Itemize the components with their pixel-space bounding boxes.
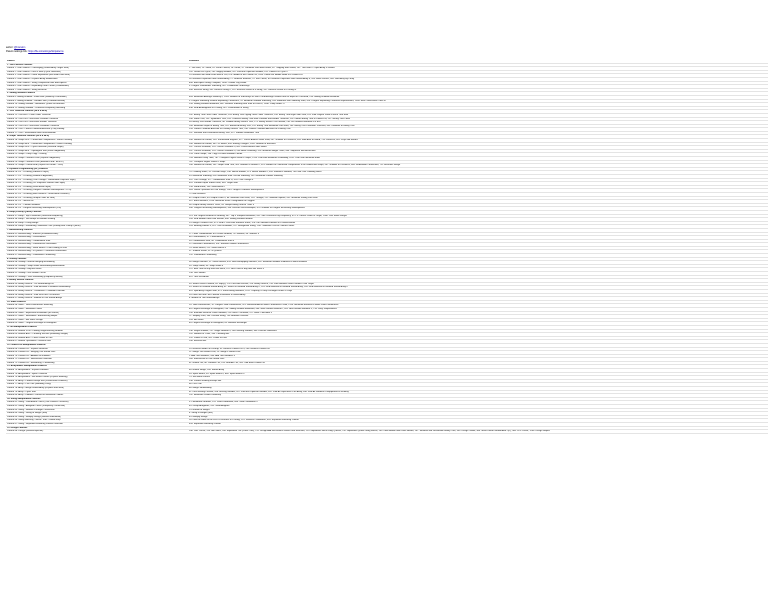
problems-cell: 79. Word Search, 212. Word Search II xyxy=(188,246,768,250)
problems-cell: 787. Cheapest Flights Within K Stops xyxy=(188,160,768,164)
pattern-cell: Pattern 82: String - Anagram Check (Frequency Count/Sort) xyxy=(6,405,188,409)
problems-cell: 438. Find All Anagrams in a String, 567. Permutation in String xyxy=(188,106,768,110)
pattern-cell: Pattern 24: Graph - Shortest Path (Bellman-Ford / BFS+K) xyxy=(6,160,188,164)
problems-cell: 207. Course Schedule, 210. Course Schedule II, 802. Find Eventual Safe States xyxy=(188,146,768,150)
problems-cell: 160. Intersection of Two Linked Lists xyxy=(188,358,768,362)
pattern-cell: Pattern 16: Tree - Lowest Common Ancestor (LCA) Finding xyxy=(6,128,188,132)
problems-cell: 56. Merge Intervals, 57. Insert Interval, 435. Non-overlapping Intervals, 452. Minimum Number of Arrows to Burst Balloons xyxy=(188,261,768,265)
problems-cell: 28. Find the Index of the First Occurrence in a String, 214. Shortest Palindrome, 459. Repeated Substring Pattern xyxy=(188,419,768,423)
pattern-cell: Pattern 76: Array - Product Except Self (Prefix/Suffix Products) xyxy=(6,379,188,383)
author-link[interactable]: @brandon xyxy=(14,46,26,49)
problems-cell: 49. Group Anagrams, 242. Valid Anagram xyxy=(188,405,768,409)
section-title: 15. Design Patterns xyxy=(6,426,188,430)
pattern-cell: Pattern 70: Linked List - Addition of Numbers xyxy=(6,354,188,358)
pattern-cell: Pattern 33: DP - 2D Array (Unique Paths on Grid) xyxy=(6,196,188,200)
pattern-cell: Pattern 39: Heap - K-way Merge xyxy=(6,221,188,225)
pattern-cell: Pattern 38: Heap - Two Heaps for Median Finding xyxy=(6,218,188,222)
problems-cell: 84. Largest Rectangle in Histogram, 239. Sliding Window Maximum, 496. Next Greater Element I, 503. Next Greater Element II, 739. Daily Temperatures xyxy=(188,307,768,311)
pattern-cell: Pattern 57: Binary Search - Median of Two Sorted Arrays xyxy=(6,297,188,301)
pattern-cell: Pattern 12: Tree BFS - Level Order Traversal xyxy=(6,113,188,117)
problems-cell: 104. Maximum Depth of Binary Tree, 110. Balanced Binary Tree, 124. Binary Tree Maximum Path Sum, 145. Binary Tree Postorder Traversal, 543. Diameter of Binary Tree xyxy=(188,124,768,128)
pattern-cell: Pattern 65: Bitwise AND - Counting Set Bits (Hamming Weight) xyxy=(6,333,188,337)
problems-cell: 416. Partition Equal Subset Sum, 494. Target Sum xyxy=(188,182,768,186)
problems-cell: 231. Power of Two, 342. Power of Four xyxy=(188,336,768,340)
problems-cell: 48. Rotate Image, 189. Rotate Array xyxy=(188,369,768,373)
pattern-cell: Pattern 83: String - Roman to Integer Conversion xyxy=(6,408,188,412)
problems-cell: 53. Maximum Subarray, 918. Maximum Sum Circular Subarray, 152. Maximum Product Subarray xyxy=(188,175,768,179)
problems-cell: 215. Kth Largest Element in an Array, 347. Top K Frequent Elements, 451. Sort Characters By Frequency, 973. K Closest Points to Origin, 1046. Last Stone Weight xyxy=(188,214,768,218)
pattern-cell: Pattern 19: Graph BFS - Connected Components / Island Counting xyxy=(6,142,188,146)
pattern-cell: Pattern 84: String - String to Integer (atoi) xyxy=(6,412,188,416)
rankings-link[interactable]: https://file.io/rankings/list/patterns xyxy=(28,49,64,53)
pattern-cell: Pattern 79: Array - Cyclic Sort xyxy=(6,390,188,394)
problems-cell: 2. Add Two Numbers, 445. Add Two Numbers II xyxy=(188,354,768,358)
pattern-cell: Pattern 32: DP - 2D Array (Edit Distance / Levenshtein Distance) xyxy=(6,192,188,196)
rankings-link-label: Patent rankings link: xyxy=(6,49,28,53)
problems-cell: 239. Sliding Window Maximum, 862. Shortest Subarray with Sum at Least K, 1696. Jump Game VI xyxy=(188,103,768,107)
pattern-cell: Pattern 64: Bitwise XOR - Finding Single/Missing Number xyxy=(6,329,188,333)
section-title: 14. String Manipulation Patterns xyxy=(6,397,188,401)
problems-cell: 70. Climbing Stairs, 91. Decode Ways, 198. House Robber, 213. House Robber II, 509. Fibonacci Number, 746. Min Cost Climbing Stairs xyxy=(188,171,768,175)
problems-cell: 322. Coin Change, 377. Combination Sum IV, 518. Coin Change II xyxy=(188,178,768,182)
pattern-cell: Pattern 71: Linked List - Intersection Detection xyxy=(6,358,188,362)
column-header-problems: Problems xyxy=(188,60,768,63)
pattern-cell: Pattern 81: String - Palindrome Check (Two Pointers / Reverse) xyxy=(6,401,188,405)
pattern-cell: Pattern 78: Array - Merge Sorted Array (In-place from End) xyxy=(6,387,188,391)
problems-cell: 73. Set Matrix Zeroes xyxy=(188,376,768,380)
problems-cell: 191. Number of 1 Bits, 338. Counting Bits xyxy=(188,333,768,337)
pattern-cell: Pattern 69: Linked List - Merging Two Sorted Lists xyxy=(6,351,188,355)
pattern-cell: Pattern 75: Array/Matrix - Set Matrix Zeroes (In-place Marking) xyxy=(6,376,188,380)
pattern-cell: Pattern 10: Sliding Window - Monotonic Queue for Max/Min xyxy=(6,103,188,107)
problems-cell: 61. Rotate List, 86. Partition List, 143. Reorder List, 328. Odd Even Linked List xyxy=(188,361,768,365)
pattern-cell: Pattern 14: Tree DFS - Recursive Inorder Traversal xyxy=(6,121,188,125)
column-header-pattern: Pattern xyxy=(6,60,188,63)
problems-cell: 21. Merge Two Sorted Lists, 23. Merge k Sorted Lists xyxy=(188,351,768,355)
pattern-cell: Pattern 4: Two Pointers - In-place Array Modification xyxy=(6,77,188,81)
pattern-cell: Pattern 41: Backtracking - Subsets (Include/Exclude) xyxy=(6,232,188,236)
problems-cell: 200. Number of Islands, 130. Surrounded Regions, 417. Pacific Atlantic Water Flow, 547. Number of Provinces, 695. Max Area of Island, 733. Flood Fill, 841. Keys and Rooms xyxy=(188,139,768,143)
pattern-cell: Pattern 85: String - Multiply Strings (Manual Simulation) xyxy=(6,415,188,419)
problems-cell: 26. Remove Duplicates from Sorted Array, 27. Remove Element, 75. Sort Colors, 80. Remove Duplicates from Sorted Array II, 283. Move Zeroes, 905. Sort Array By Parity xyxy=(188,77,768,81)
pattern-cell: Pattern 60: Stack - Expression Evaluation (RPN/Infix) xyxy=(6,311,188,315)
patterns-table xyxy=(6,60,768,434)
pattern-cell: Pattern 13: Tree DFS - Recursive Preorder Traversal xyxy=(6,117,188,121)
section-title: 11. Bit Manipulation Patterns xyxy=(6,325,188,329)
pattern-cell: Pattern 66: Bitwise AND - Check Power of Two xyxy=(6,336,188,340)
pattern-cell: Pattern 77: Array - Plus One (Handling Carry) xyxy=(6,383,188,387)
problems-cell: 84. Largest Rectangle in Histogram, 85. Maximal Rectangle xyxy=(188,322,768,326)
problems-cell: 37. Sudoku Solver, 51. N-Queens xyxy=(188,250,768,254)
pattern-cell: Pattern 61: Stack - Simulation / Backtracking Helper xyxy=(6,315,188,319)
rankings-link-line xyxy=(6,50,64,54)
pattern-cell: Pattern 40: Heap - Scheduling / Minimum Cost (Greedy with Priority Queue) xyxy=(6,225,188,229)
problems-cell: 152. Maximum Product Subarray xyxy=(188,394,768,398)
pattern-cell: Pattern 72: Linked List - Reordering / Partitioning xyxy=(6,361,188,365)
pattern-cell: Pattern 25: Graph - Union-Find (Disjoint Set Union - DSU) xyxy=(6,164,188,168)
problems-cell: 54. Spiral Matrix, 59. Spiral Matrix II, 885. Spiral Matrix III xyxy=(188,372,768,376)
problems-cell: 743. Network Delay Time, 787. Cheapest Flights Within K Stops, 1514. Path with Maximum Probability, 1631. Path With Minimum Effort xyxy=(188,157,768,161)
pattern-cell: Pattern 18: Graph DFS - Connected Components / Island Counting xyxy=(6,139,188,143)
section-title: 4. Graph Traversal Patterns (DFS & BFS) xyxy=(6,135,188,139)
pattern-cell: Pattern 74: Array/Matrix - Spiral Traversal xyxy=(6,372,188,376)
section-title: 8. Greedy Patterns xyxy=(6,257,188,261)
problems-cell: 146. LRU Cache, 155. Min Stack, 208. Implement Trie (Prefix Tree), 211. Design Add and Search Words Data Structure, 225. Implement Stack using Queues, 232. Implement Queue using Stacks, 295. Find Median from Data Stream, 297. Serialize and Deserialize Binary Tree, 355. Design Twitter, 380. Insert Delete GetRandom O(1), 460. LFU Cache, 1206. Design Skiplist xyxy=(188,430,768,434)
section-title: 9. Binary Search Patterns xyxy=(6,279,188,283)
problems-cell: 155. Min Stack xyxy=(188,318,768,322)
pattern-cell: Pattern 42: Backtracking - Permutations xyxy=(6,236,188,240)
problems-cell: 66. Plus One xyxy=(188,383,768,387)
pattern-cell: Pattern 23: Graph - Shortest Path (Dijkstra's Algorithm) xyxy=(6,157,188,161)
pattern-cell: Pattern 34: DP - Interval DP xyxy=(6,200,188,204)
section-title: 10. Stack Patterns xyxy=(6,300,188,304)
problems-cell: 238. Product of Array Except Self xyxy=(188,379,768,383)
problems-cell: 139. Word Break, 140. Word Break II xyxy=(188,185,768,189)
problems-cell: 136. Single Number, 137. Single Number II, 268. Missing Number, 389. Find the Difference xyxy=(188,329,768,333)
problems-cell: 235. Lowest Common Ancestor of a Binary Search Tree, 236. Lowest Common Ancestor of a Binary Tree xyxy=(188,128,768,132)
pattern-cell: Pattern 15: Tree DFS - Recursive Postorder Traversal xyxy=(6,124,188,128)
problems-cell: 200. Number of Islands, 261. Graph Valid Tree, 305. Number of Islands II, 323. Number of Connected Components in an Undirected Graph, 547. Number of Provinces, 684. Redundant Connection, 721. Accounts Merge xyxy=(188,164,768,168)
problems-cell: 102. Binary Tree Level Order Traversal, 103. Binary Tree Zigzag Level Order Traversal, 199. Binary Tree Right Side View, 515. Find Largest Value in Each Tree Row xyxy=(188,113,768,117)
problems-cell: 46. Permutations, 47. Permutations II xyxy=(188,236,768,240)
pattern-cell: Pattern 8: Sliding Window - Fixed Size (Subarray Calculation) xyxy=(6,95,188,99)
pattern-cell: Pattern 58: Stack - Valid Parentheses Matching xyxy=(6,304,188,308)
problems-cell: 39. Combination Sum, 40. Combination Sum II xyxy=(188,239,768,243)
pattern-cell: Pattern 21: Graph BFS - Topological Sort (Kahn's Algorithm) xyxy=(6,149,188,153)
section-title: 6. Heap (Priority Queue) Patterns xyxy=(6,210,188,214)
problems-cell: 35. Search Insert Position, 69. Sqrt(x), 278. First Bad Version, 704. Binary Search, 744. Find Smallest Letter Greater Than Target xyxy=(188,282,768,286)
problems-cell: 23. Merge k Sorted Lists, 373. Find K Pairs with Smallest Sums, 378. Kth Smallest Element in a Sorted Matrix xyxy=(188,221,768,225)
problems-cell: 43. Multiply Strings xyxy=(188,415,768,419)
problems-cell: 33. Search in Rotated Sorted Array, 81. Search in Rotated Sorted Array II, 153. Find Minimum in Rotated Sorted Array, 154. Find Minimum in Rotated Sorted Array II xyxy=(188,286,768,290)
pattern-cell: Pattern 6: Two Pointers - Expanding From Center (Palindromes) xyxy=(6,85,188,89)
pattern-cell: Pattern 47: Backtracking - Palindrome Partitioning xyxy=(6,254,188,258)
pattern-cell: Pattern 59: Stack - Monotonic Stack xyxy=(6,307,188,311)
problems-cell: 17. Letter Combinations of a Phone Number, 78. Subsets, 90. Subsets II xyxy=(188,232,768,236)
problems-cell: 141. Linked List Cycle, 202. Happy Number, 287. Find the Duplicate Number, 142. Linked List Cycle II xyxy=(188,70,768,74)
pattern-cell: Pattern 17: Tree - Serialization and Deserialization xyxy=(6,131,188,135)
problems-cell: 643. Maximum Average Subarray I, 1343. Number of Sub-arrays of Size K and Average Greater than or Equal to Threshold, 239. Sliding Window Maximum xyxy=(188,95,768,99)
pattern-cell: Pattern 5: Two Pointers - String Comparison with Backspaces xyxy=(6,81,188,85)
pattern-cell: Pattern 2: Two Pointers - Fast & Slow (Cycle Detection) xyxy=(6,70,188,74)
problems-cell: 583. Delete Operation for Two Strings, 1143. Longest Common Subsequence xyxy=(188,189,768,193)
pattern-cell: Pattern 28: DP - 1D Array (Coin Change / Unbounded Knapsack Style) xyxy=(6,178,188,182)
pattern-cell: Pattern 11: Sliding Window - Character Frequency Matching xyxy=(6,106,188,110)
problems-cell: 253. Meeting Rooms II, 621. Task Scheduler, 767. Reorganize String, 1167. Minimum Cost to Connect Sticks xyxy=(188,225,768,229)
pattern-cell: Pattern 86: String Matching - Naive / KMP / Rabin-Karp xyxy=(6,419,188,423)
pattern-cell: Pattern 20: Graph DFS - Cycle Detection (Directed Graph) xyxy=(6,146,188,150)
problems-cell: 8. String to Integer (atoi) xyxy=(188,412,768,416)
pattern-cell: Pattern 31: DP - 2D Array (Longest Common Subsequence - LCS) xyxy=(6,189,188,193)
pattern-cell: Pattern 50: Greedy - Buy/Sell Stock xyxy=(6,268,188,272)
pattern-cell: Pattern 9: Sliding Window - Variable Size (Condition-Based) xyxy=(6,99,188,103)
problems-cell: 1. Two Sum, 15. 3Sum, 16. 3Sum Closest, 18. 4Sum, 11. Container With Most Water, 42. Trapping Rain Water, 167. Two Sum II - Input Array Is Sorted xyxy=(188,67,768,71)
problems-cell: 88. Merge Sorted Array xyxy=(188,387,768,391)
pattern-cell: Pattern 3: Two Pointers - Fixed Separation (Nth Node From End) xyxy=(6,74,188,78)
pattern-cell: Pattern 63: Stack - Largest Rectangle in Histogram xyxy=(6,322,188,326)
problems-cell: 297. Serialize and Deserialize Binary Tree, 572. Subtree of Another Tree xyxy=(188,131,768,135)
section-title: 1. Two Pointers Patterns xyxy=(6,63,188,67)
pattern-cell: Pattern 26: DP - 1D Array (Fibonacci Style) xyxy=(6,171,188,175)
problems-cell: 121. Best Time to Buy and Sell Stock, 122. Best Time to Buy and Sell Stock II xyxy=(188,268,768,272)
pattern-cell: Pattern 48: Greedy - Interval Merging/Scheduling xyxy=(6,261,188,265)
pattern-cell: Pattern 30: DP - 1D Array (Word Break Style) xyxy=(6,185,188,189)
problems-cell: 459. Repeated Substring Pattern xyxy=(188,422,768,426)
pattern-cell: Pattern 73: Array/Matrix - In-place Rotation xyxy=(6,369,188,373)
pattern-cell: Pattern 56: Binary Search - Find First/Last Occurrence xyxy=(6,293,188,297)
pattern-cell: Pattern 45: Backtracking - Word Search / Path Finding in Grid xyxy=(6,246,188,250)
pattern-cell: Pattern 80: Array - Kadane's Variant for Maximum Product xyxy=(6,394,188,398)
problems-cell: 34. Find First and Last Position of Element in Sorted Array xyxy=(188,293,768,297)
pattern-cell: Pattern 68: Linked List - In-place Reversal xyxy=(6,347,188,351)
problems-cell: 25. Reverse Nodes in k-Group, 92. Reverse Linked List II, 206. Reverse Linked List xyxy=(188,347,768,351)
problems-cell: 41. First Missing Positive, 268. Missing Number, 287. Find the Duplicate Number, 442. Find All Duplicates in an Array, 448. Find All Numbers Disappeared in an Array xyxy=(188,390,768,394)
pattern-cell: Pattern 1: Two Pointers - Converging (Sorted Array Target Sum) xyxy=(6,67,188,71)
pattern-cell: Pattern 52: Greedy - Task Scheduling (Frequency Based) xyxy=(6,275,188,279)
section-title: 7. Backtracking Patterns xyxy=(6,228,188,232)
problems-cell: 131. Palindrome Partitioning xyxy=(188,254,768,258)
problems-cell: 344. Reverse String, 541. Reverse String II, 151. Reverse Words in a String, 557. Reverse Words in a String III xyxy=(188,88,768,92)
pattern-cell: Pattern 55: Binary Search - On Answer / Condition Function xyxy=(6,290,188,294)
problems-cell: 20. Valid Parentheses, 32. Longest Valid Parentheses, 921. Minimum Add to Make Parentheses Valid, 1249. Minimum Remove to Make Valid Parentheses xyxy=(188,304,768,308)
pattern-cell: Pattern 22: Graph - Deep Copy / Cloning xyxy=(6,153,188,157)
problems-cell: 3. Longest Substring Without Repeating Characters, 76. Minimum Window Substring, 209. Minimum Size Subarray Sum, 424. Longest Repeating Character Replacement, 1004. Max Consecutive Ones III xyxy=(188,99,768,103)
pattern-cell: Pattern 87: String - Repeated Substring Pattern Detection xyxy=(6,422,188,426)
problems-cell: 207. Course Schedule, 210. Course Schedule II, 269. Alien Dictionary, 310. Minimum Height Trees, 444. Sequence Reconstruction xyxy=(188,149,768,153)
pattern-cell: Pattern 37: Heap - Top K Elements (Selection/Frequency) xyxy=(6,214,188,218)
pattern-cell: Pattern 46: Backtracking - N-Queens / Constraint Satisfaction xyxy=(6,250,188,254)
problems-cell: 5. Longest Palindromic Substring, 647. Palindromic Substrings xyxy=(188,85,768,89)
pattern-cell: Pattern 7: Two Pointers - String Reversal xyxy=(6,88,188,92)
pattern-cell: Pattern 44: Backtracking - Parentheses Generation xyxy=(6,243,188,247)
pattern-cell: Pattern 35: DP - Catalan Numbers xyxy=(6,203,188,207)
problems-cell: 9. Palindrome Number, 125. Valid Palindrome, 680. Valid Palindrome II xyxy=(188,401,768,405)
problems-cell: 19. Remove Nth Node From End of List, 876. Middle of the Linked List, 2095. Delete the Middle Node of a Linked List xyxy=(188,74,768,78)
pattern-cell: Pattern 36: DP - Longest Increasing Subsequence (LIS) xyxy=(6,207,188,211)
section-title: 2. Sliding Window Patterns xyxy=(6,92,188,96)
table-row xyxy=(6,430,768,434)
section-title: 3. Tree Traversal Patterns (DFS & BFS) xyxy=(6,110,188,114)
pattern-cell: Pattern 43: Backtracking - Combination Sum xyxy=(6,239,188,243)
problems-cell: 100. Same Tree, 101. Symmetric Tree, 105. Construct Binary Tree from Preorder and Inorder Traversal, 114. Flatten Binary Tree to Linked List, 257. Binary Tree Paths xyxy=(188,117,768,121)
problems-cell: 55. Jump Game, 45. Jump Game II xyxy=(188,264,768,268)
problems-cell: 62. Unique Paths, 63. Unique Paths II, 64. Minimum Path Sum, 120. Triangle, 221. Maximal Square, 931. Minimum Falling Path Sum xyxy=(188,196,768,200)
problems-cell: 621. Task Scheduler xyxy=(188,275,768,279)
section-title: 12. Linked List Manipulation Patterns xyxy=(6,343,188,347)
pattern-cell: Pattern 49: Greedy - Jump Game Reachability/Minimization xyxy=(6,264,188,268)
problems-cell: 4. Median of Two Sorted Arrays xyxy=(188,297,768,301)
problems-cell: 410. Split Array Largest Sum, 875. Koko Eating Bananas, 1011. Capacity To Ship Packages Within D Days xyxy=(188,290,768,294)
pattern-cell: Pattern 27: DP - 1D Array (Kadane's Algorithm) xyxy=(6,175,188,179)
problems-cell: 190. Reverse Bits xyxy=(188,340,768,344)
problems-cell: 13. Roman to Integer xyxy=(188,408,768,412)
problems-cell: 71. Simplify Path, 394. Decode String, 735. Asteroid Collision xyxy=(188,315,768,319)
pattern-cell: Pattern 67: Bitwise Operations - Reverse Bits xyxy=(6,340,188,344)
pattern-cell: Pattern 62: Stack - Min Stack Design xyxy=(6,318,188,322)
pattern-cell: Pattern 54: Binary Search - Find Min/Max in Rotated Sorted Array xyxy=(6,286,188,290)
pattern-cell: Pattern 51: Greedy - Gas Station Circuit xyxy=(6,272,188,276)
problems-cell: 200. Number of Islands, 542. 01 Matrix, 994. Rotting Oranges, 1020. Number of Enclaves xyxy=(188,142,768,146)
problems-cell: 22. Generate Parentheses, 301. Remove Invalid Parentheses xyxy=(188,243,768,247)
pattern-cell: Pattern 53: Binary Search - On Sorted Array/List xyxy=(6,282,188,286)
pattern-cell: Pattern 29: DP - 1D Array (0/1 Knapsack Subset Sum Style) xyxy=(6,182,188,186)
problems-cell: 134. Gas Station xyxy=(188,272,768,276)
section-title: 5. Dynamic Programming (DP) Patterns xyxy=(6,167,188,171)
document-header xyxy=(6,46,64,53)
problems-cell: 844. Backspace String Compare, 1598. Crawler Log Folder xyxy=(188,81,768,85)
problems-cell: 312. Burst Balloons, 1039. Minimum Score Triangulation of Polygon xyxy=(188,200,768,204)
problems-cell: 72. Edit Distance xyxy=(188,192,768,196)
pattern-cell: Pattern 88: Design (General/Specific) xyxy=(6,430,188,434)
section-title: 13. Array/Matrix Manipulation Patterns xyxy=(6,365,188,369)
problems-cell: 94. Binary Tree Inorder Traversal, 98. Validate Binary Search Tree, 173. Binary Search Tree Iterator, 230. Kth Smallest Element in a BST xyxy=(188,121,768,125)
problems-cell: 133. Clone Graph, 138. Copy List with Random Pointer xyxy=(188,153,768,157)
problems-cell: 150. Evaluate Reverse Polish Notation, 224. Basic Calculator, 227. Basic Calculator II xyxy=(188,311,768,315)
problems-cell: 295. Find Median from Data Stream, 480. Sliding Window Median xyxy=(188,218,768,222)
problems-cell: 96. Unique Binary Search Trees, 95. Unique Binary Search Trees II xyxy=(188,203,768,207)
author-label: author: xyxy=(6,46,14,49)
problems-cell: 300. Longest Increasing Subsequence, 354. Russian Doll Envelopes, 673. Number of Longest Increasing Subsequence xyxy=(188,207,768,211)
